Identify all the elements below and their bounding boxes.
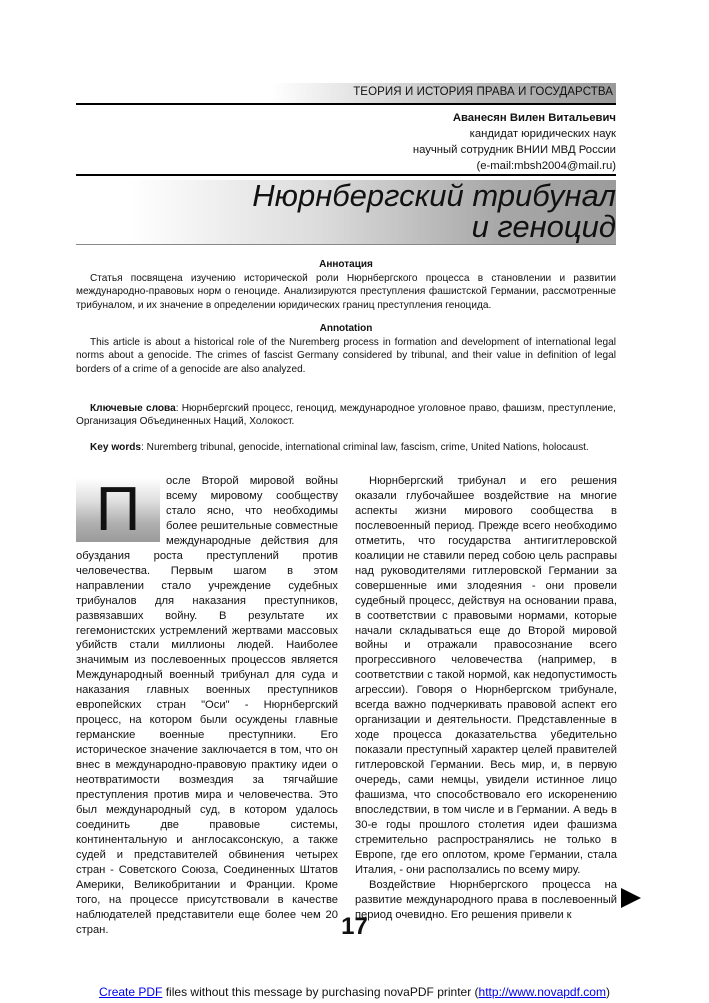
body-right-column	[355, 474, 617, 923]
create-pdf-link[interactable]: Create PDF	[99, 985, 163, 999]
abstract-ru-heading: Аннотация	[319, 259, 373, 270]
article-title	[252, 180, 616, 242]
keywords-en-text: : Nuremberg tribunal, genocide, international criminal law, fascism, crime, United Nations, holocaust.	[141, 442, 589, 453]
title-top-divider	[76, 174, 616, 176]
title-bottom-divider	[76, 244, 616, 245]
dropcap: П	[76, 478, 160, 542]
author-degree: кандидат юридических наук	[469, 128, 616, 140]
left-column-text: осле Второй мировой войны всему мировому сообществу стало ясно, что необходимы более решительные совместные международные действия для обуздания роста преступлений против человечества. Первым шагом в этом направлении стало учреждение судебных трибуналов для наказания преступников, развязавших войну. В результате их гегемонистских устремлений жертвами массовых убийств стали миллионы людей. Наиболее значимым из послевоенных процессов является Международный военный трибунал для суда и наказания главных военных преступников европейских стран "Оси" - Нюрнбергский процесс, на котором были осуждены главные германские военные преступники. Его историческое значение заключается в том, что он внес в международно-правовую практику идеи о неотвратимости возмездия за тягчайшие преступления против мира и человечества. Это был международный суд, в котором удалось соединить две правовые системы, континентальную и англосаксонскую, а также судей и представителей обвинения четырех стран - Советского Союза, Соединенных Штатов Америки, Великобритании и Франции. Кроме того, на процессе присутствовали в качестве наблюдателей представители еще более чем 20 стран.	[76, 475, 338, 936]
footer-middle-text: files without this message by purchasing novaPDF printer (	[162, 985, 479, 999]
page-number: 17	[341, 913, 368, 940]
keywords-ru-text: : Нюрнбергский процесс, геноцид, международное уголовное право, фашизм, преступление, Организация Объединенных Наций, Холокост.	[76, 403, 616, 428]
right-column-paragraph-2: Воздействие Нюрнбергского процесса на развитие международного права в послевоенный период очевидно. Его решения привели к	[355, 878, 617, 921]
continue-arrow-icon	[621, 888, 641, 908]
footer-end-text: )	[605, 985, 610, 999]
novapdf-link[interactable]: http://www.novapdf.com	[478, 985, 606, 999]
abstract-ru-text: Статья посвящена изучению исторической роли Нюрнбергского процесса в становлении и развитии международно-правовых норм о геноциде. Анализируются преступления фашистской Германии, рассмотренные трибуналом, и их значение в определении юридических границ преступления геноцида.	[76, 273, 616, 311]
author-name: Аванесян Вилен Витальевич	[452, 112, 616, 124]
author-block	[413, 110, 616, 174]
header-divider	[76, 103, 616, 105]
keywords-ru-label: Ключевые слова	[90, 403, 176, 414]
keywords-en-label: Key words	[90, 442, 142, 453]
article-title-line2: и геноцид	[471, 209, 616, 244]
keywords-ru	[76, 402, 616, 429]
author-position: научный сотрудник ВНИИ МВД России	[412, 144, 616, 156]
right-column-paragraph-1: Нюрнбергский трибунал и его решения оказали глубочайшее воздействие на многие аспекты жизни мирового сообщества в послевоенный период. Прежде всего необходимо отметить, что государства антигитлеровской коалиции не ставили перед собою цель расправы над руководителями гитлеровской Германии за совершенные ими злодеяния - они провели судебный процесс, действуя на основании права, в соответствии с правовыми нормами, которые начали складываться еще до Второй мировой войны и отражали правосознание всего прогрессивного человечества (например, в соответствии с такой нормой, как недопустимость агрессии). Говоря о Нюрнбергском трибунале, всегда важно подчеркивать правовой аспект его организации и деятельности. Представленные в ходе процесса доказательства убедительно показали преступный характер целей правителей гитлеровской Германии. Весь мир, и, в первую очередь, сами немцы, увидели истинное лицо фашизма, что способствовало его искоренению впоследствии, в том числе и в Германии. А ведь в 30-е годы прошлого столетия идеи фашизма стремительно распространялись не только в Европе, где его оплотом, кроме Германии, стала Италия, - они расползались по всему миру.	[355, 475, 617, 876]
article-title-line1: Нюрнбергский трибунал	[252, 178, 616, 213]
body-left-column	[76, 474, 338, 938]
author-email: (e-mail:mbsh2004@mail.ru)	[476, 160, 616, 172]
section-header-title: ТЕОРИЯ И ИСТОРИЯ ПРАВА И ГОСУДАРСТВА	[353, 86, 613, 98]
footer-notice	[0, 985, 709, 999]
abstract-en-heading: Annotation	[319, 323, 373, 334]
keywords-en	[76, 441, 616, 454]
abstract-en-text: This article is about a historical role of the Nuremberg process in formation and development of international legal norms about a genocide. The crimes of fascist Germany considered by tribunal, and their value in definition of legal borders of a crime of a genocide are also analyzed.	[76, 337, 616, 375]
